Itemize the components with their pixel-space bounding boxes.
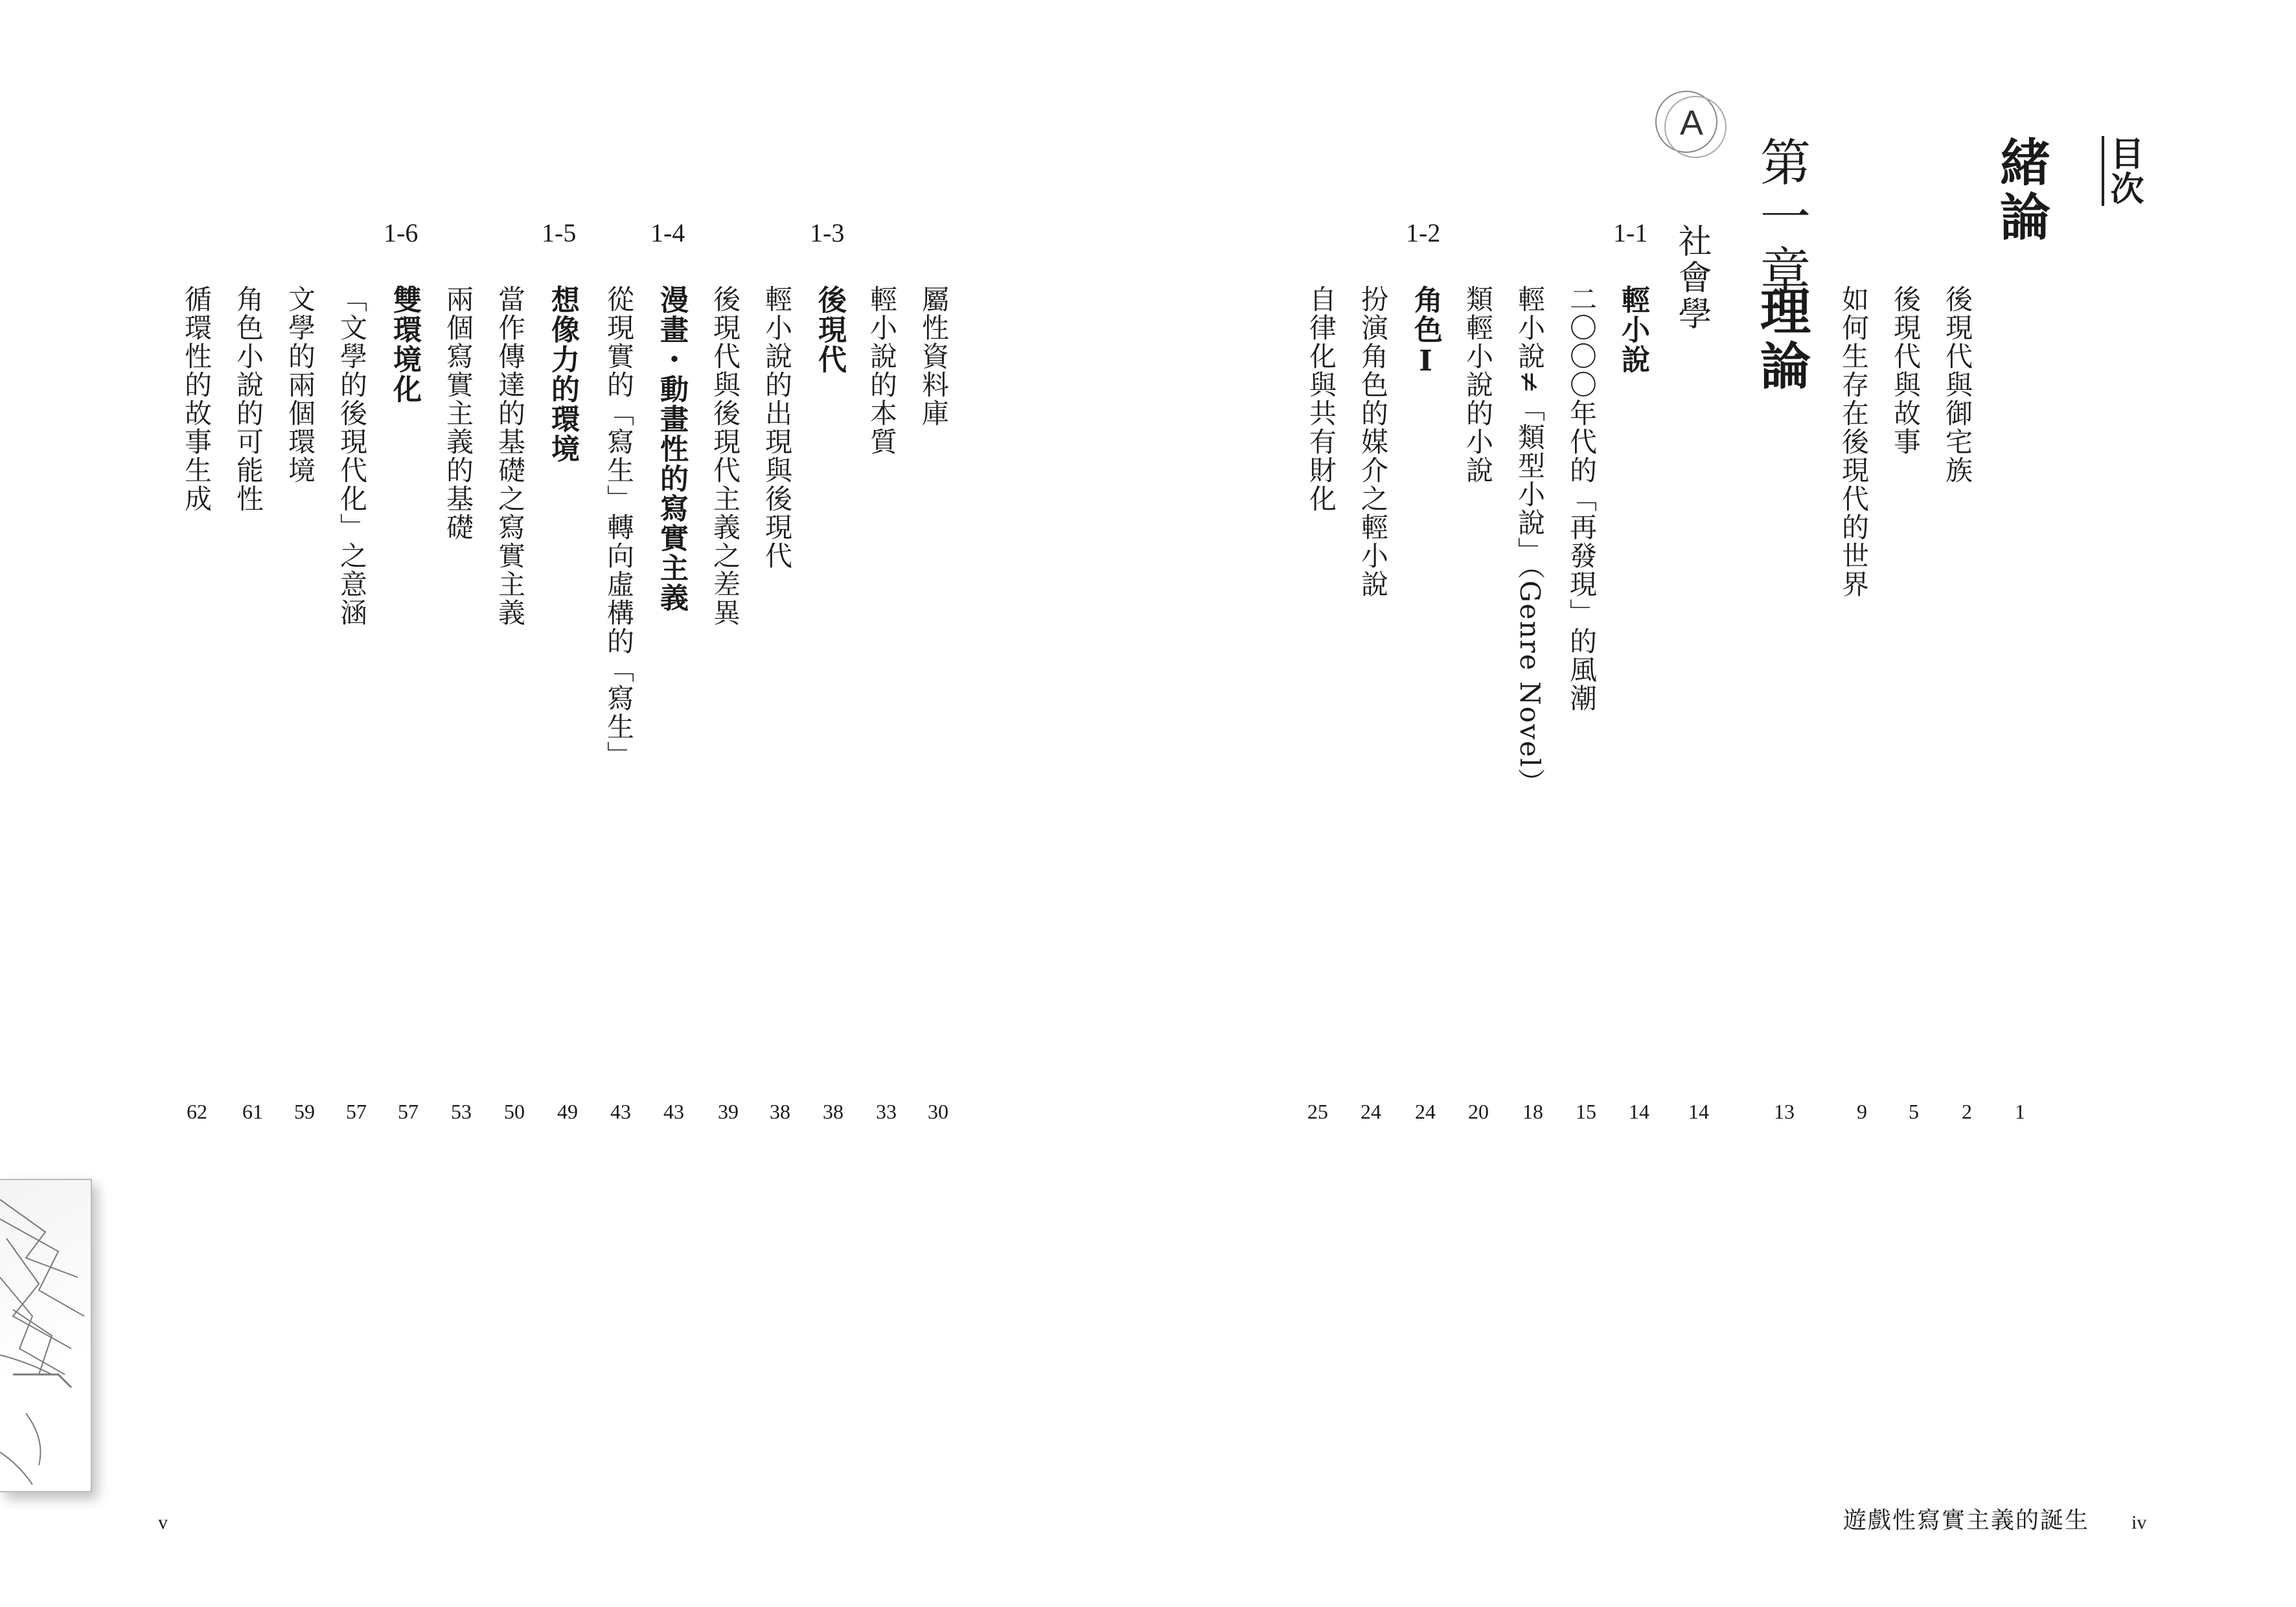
section-1-6-entry-2: 文學的兩個環境 xyxy=(284,285,316,484)
left-entry-2: 輕小說的本質 xyxy=(866,285,898,456)
right-folio: iv xyxy=(2131,1512,2147,1533)
page-number: 18 xyxy=(1522,1100,1543,1123)
section-1-6-number: 1-6 xyxy=(384,218,419,247)
page-number: 38 xyxy=(770,1100,790,1123)
page-number: 33 xyxy=(876,1100,897,1123)
page-number: 49 xyxy=(557,1100,578,1123)
page-number: 24 xyxy=(1360,1100,1381,1123)
section-1-1-number: 1-1 xyxy=(1613,218,1648,247)
left-folio: v xyxy=(158,1512,168,1533)
page-number: 5 xyxy=(1909,1100,1919,1123)
page-number: 30 xyxy=(928,1100,948,1123)
section-1-6-entry-4: 循環性的故事生成 xyxy=(181,285,212,513)
page-number: 50 xyxy=(504,1100,525,1123)
page-number: 9 xyxy=(1857,1100,1867,1123)
intro-entry-1: 後現代與御宅族 xyxy=(1942,285,1973,484)
page-number: 14 xyxy=(1688,1100,1709,1123)
page-number: 2 xyxy=(1962,1100,1972,1123)
section-1-2-title: 角色Ⅰ xyxy=(1409,285,1442,379)
section-1-6-title: 雙環境化 xyxy=(388,285,421,404)
page-number: 43 xyxy=(663,1100,684,1123)
section-1-4-entry-1: 從現實的「寫生」轉向虛構的「寫生」 xyxy=(603,285,635,769)
chapter-label-pre: 第 xyxy=(1752,136,1810,190)
chapter-label-num: 一 xyxy=(1752,190,1810,245)
section-1-4-number: 1-4 xyxy=(650,218,685,247)
page-number: 57 xyxy=(346,1100,367,1123)
chapter-label xyxy=(1752,136,1810,299)
toc-heading: 目次 xyxy=(2102,136,2141,206)
section-1-1-entry-2: 輕小說≠「類型小說」（Genre Novel） xyxy=(1514,285,1546,797)
page-number: 1 xyxy=(2015,1100,2025,1123)
page-number: 61 xyxy=(242,1100,263,1123)
section-1-5-entry-1: 當作傳達的基礎之寫實主義 xyxy=(494,285,526,627)
section-1-4-title: 漫畫・動畫性的寫實主義 xyxy=(655,285,688,613)
page-number: 62 xyxy=(187,1100,207,1123)
page-number: 14 xyxy=(1629,1100,1649,1123)
page-number: 25 xyxy=(1307,1100,1328,1123)
section-1-2-entry-2: 自律化與共有財化 xyxy=(1305,285,1337,513)
chapter-title: 理論 xyxy=(1752,285,1811,394)
decorative-illustration xyxy=(0,1179,92,1492)
section-1-1-title: 輕小說 xyxy=(1616,285,1649,374)
part-letter: A xyxy=(1679,104,1704,142)
section-1-3-title: 後現代 xyxy=(813,285,846,374)
page-number: 59 xyxy=(294,1100,315,1123)
page-number: 43 xyxy=(610,1100,631,1123)
section-1-5-entry-2: 兩個寫實主義的基礎 xyxy=(442,285,474,541)
section-1-6-entry-3: 角色小說的可能性 xyxy=(233,285,264,513)
section-1-2-entry-1: 扮演角色的媒介之輕小說 xyxy=(1357,285,1389,598)
page-number: 13 xyxy=(1774,1100,1795,1123)
book-title: 遊戲性寫實主義的誕生 xyxy=(1843,1507,2090,1534)
part-emblem xyxy=(1655,91,1727,162)
chapter-label-post: 章 xyxy=(1752,245,1810,299)
section-1-6-entry-1: 「文學的後現代化」之意涵 xyxy=(336,285,368,627)
intro-entry-2: 後現代與故事 xyxy=(1890,285,1922,456)
page-number: 39 xyxy=(718,1100,739,1123)
section-1-1-entry-3: 類輕小說的小說 xyxy=(1462,285,1494,484)
section-1-5-number: 1-5 xyxy=(542,218,577,247)
section-1-5-title: 想像力的環境 xyxy=(546,285,579,464)
page-number: 53 xyxy=(451,1100,472,1123)
page-number: 57 xyxy=(398,1100,419,1123)
sketch-drawing xyxy=(0,1180,91,1491)
section-1-3-entry-1: 輕小說的出現與後現代 xyxy=(761,285,793,570)
left-entry-1: 屬性資料庫 xyxy=(918,285,950,427)
section-1-3-number: 1-3 xyxy=(810,218,845,247)
page-number: 24 xyxy=(1415,1100,1436,1123)
intro-title: 緒論 xyxy=(1992,136,2050,245)
intro-entry-3: 如何生存在後現代的世界 xyxy=(1838,285,1870,598)
section-1-1-entry-1: 二〇〇〇年代的「再發現」的風潮 xyxy=(1566,285,1598,712)
page-number: 20 xyxy=(1468,1100,1489,1123)
section-1-3-entry-2: 後現代與後現代主義之差異 xyxy=(709,285,741,627)
page-number: 15 xyxy=(1576,1100,1596,1123)
section-1-2-number: 1-2 xyxy=(1406,218,1441,247)
page-number: 38 xyxy=(823,1100,844,1123)
part-title: 社會學 xyxy=(1672,223,1711,332)
